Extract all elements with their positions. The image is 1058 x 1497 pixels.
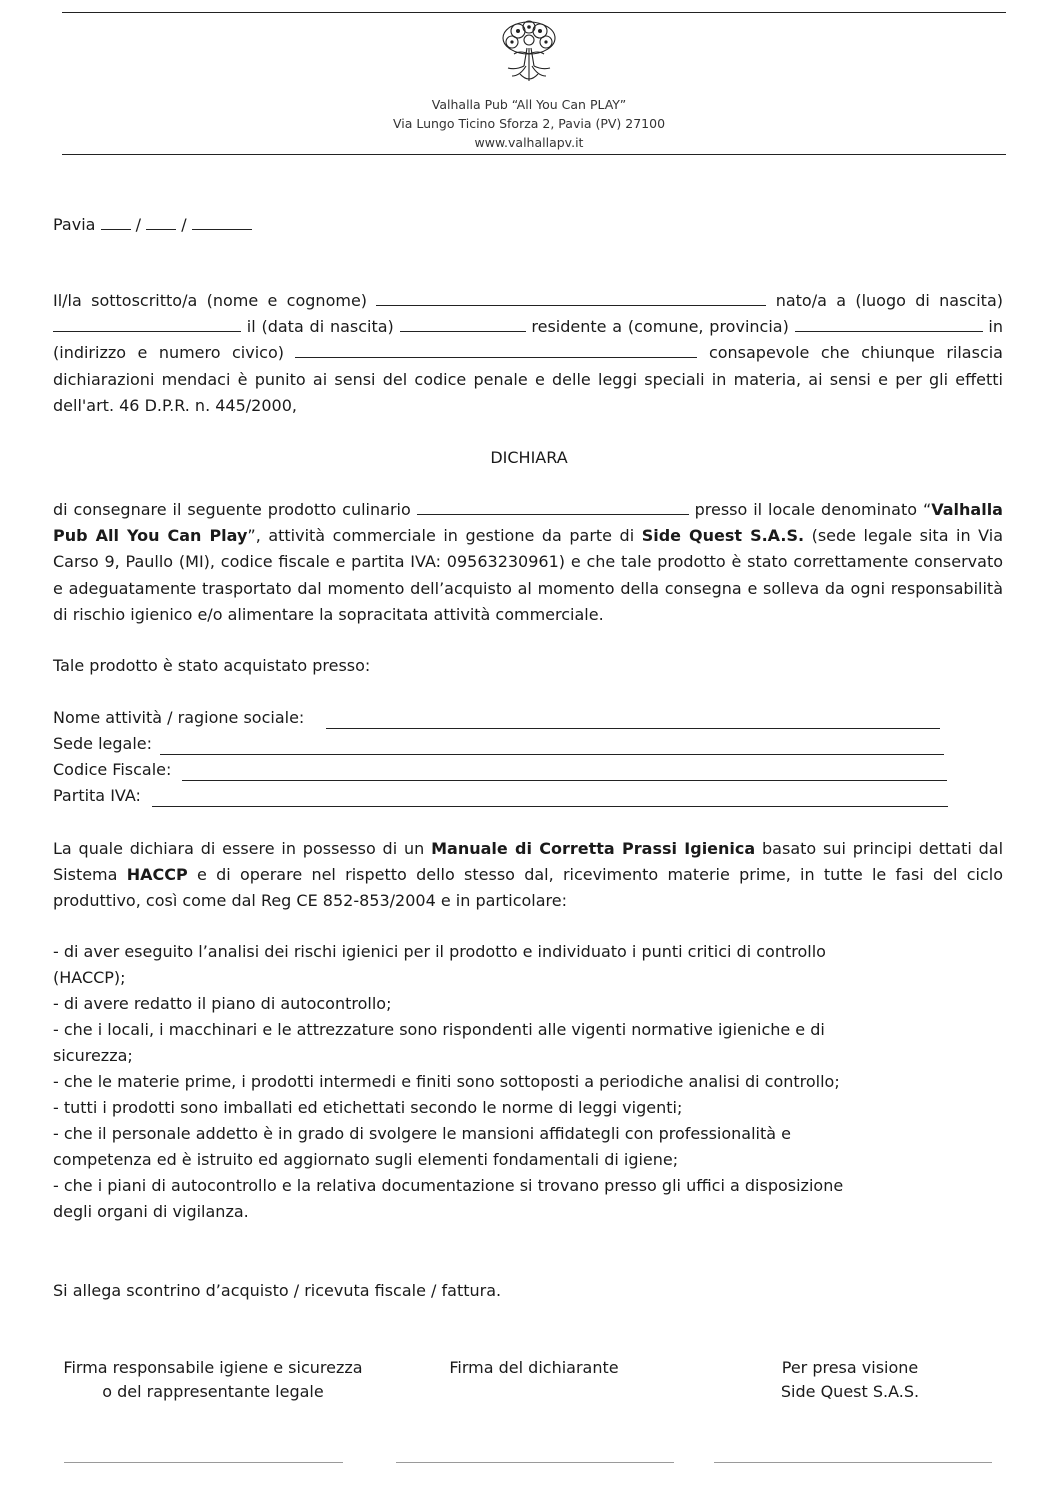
date-day-blank[interactable] bbox=[101, 213, 131, 230]
haccp-label: HACCP bbox=[126, 865, 188, 885]
list-item: - tutti i prodotti sono imballati ed etichettati secondo le norme di leggi vigenti; bbox=[53, 1098, 683, 1117]
list-item: sicurezza; bbox=[53, 1046, 133, 1065]
venue-name: Valhalla Pub All You Can Play bbox=[53, 500, 1003, 546]
supplier-paragraph: La quale dichiara di essere in possesso di un Manuale di Corretta Prassi Igienica basato sui principi dettati dal Sistema HACCP e di operare nel rispetto dello stesso dal, ricevimento materie prime, in tutte le fasi del ciclo produttivo, così come dal Reg CE 852-853/2004 e in particolare: bbox=[53, 839, 1004, 911]
field-label-vat-number: Partita IVA: bbox=[53, 786, 141, 805]
attachment-note: Si allega scontrino d’acquisto / ricevuta fiscale / fattura. bbox=[53, 1281, 502, 1300]
declaration-heading: DICHIARA bbox=[490, 448, 568, 467]
date-line: Pavia / / bbox=[53, 213, 252, 234]
fiscal-code-blank[interactable] bbox=[182, 780, 947, 781]
purchase-intro: Tale prodotto è stato acquistato presso: bbox=[53, 656, 371, 675]
list-item: - che i piani di autocontrollo e la relativa documentazione si trovano presso gli uffici a disposizione bbox=[53, 1176, 844, 1195]
list-item: - che il personale addetto è in grado di svolgere le mansioni affidategli con professionalità e bbox=[53, 1124, 792, 1143]
list-item: (HACCP); bbox=[53, 968, 126, 987]
registered-office-blank[interactable] bbox=[160, 754, 944, 755]
full-name-blank[interactable] bbox=[376, 289, 766, 306]
hygiene-manual-title: Manuale di Corretta Prassi Igienica bbox=[431, 839, 756, 858]
signature-line-hygiene-manager[interactable] bbox=[64, 1462, 343, 1463]
field-label-business-name: Nome attività / ragione sociale: bbox=[53, 708, 305, 727]
residence-blank[interactable] bbox=[795, 315, 983, 332]
list-item: - che le materie prime, i prodotti intermedi e finiti sono sottoposti a periodiche analisi di controllo; bbox=[53, 1072, 840, 1091]
list-item: competenza ed è istruito ed aggiornato sugli elementi fondamentali di igiene; bbox=[53, 1150, 679, 1169]
date-month-blank[interactable] bbox=[146, 213, 176, 230]
product-blank[interactable] bbox=[417, 498, 689, 515]
header-top-rule bbox=[62, 12, 1006, 13]
signature-label-declarant: Firma del dichiarante bbox=[449, 1358, 619, 1377]
header-website: www.valhallapv.it bbox=[474, 135, 584, 150]
tree-of-life-icon bbox=[498, 18, 560, 84]
declaration-paragraph: di consegnare il seguente prodotto culinario presso il locale denominato “Valhalla Pub All You Can Play”, attività commerciale in gestione da parte di Side Quest S.A.S. (sede legale sita in Via Carso 9, Paullo (MI), codice fiscale e partita IVA: 09563230961) e che tale prodotto è stato correttamente conservato e adeguatamente trasportato dal momento dell’acquisto al momento della consegna e solleva da ogni responsabilità di rischio igienico e/o alimentare la sopracitata attività commerciale. bbox=[53, 500, 1004, 624]
birthdate-blank[interactable] bbox=[400, 315, 526, 332]
street-address-blank[interactable] bbox=[295, 341, 697, 358]
intro-paragraph: Il/la sottoscritto/a (nome e cognome) nato/a a (luogo di nascita) il (data di nascita) residente a (comune, provincia) in (indirizzo e numero civico) consapevole che chiunque rilascia dichiarazioni mendaci è punito ai sensi del codice penale e delle leggi speciali in materia, ai sensi e per gli effetti dell'art. 46 D.P.R. n. 445/2000, bbox=[53, 291, 1004, 415]
signature-label-hygiene-manager: Firma responsabile igiene e sicurezza o del rappresentante legale bbox=[63, 1358, 363, 1401]
list-item: - di avere redatto il piano di autocontrollo; bbox=[53, 994, 392, 1013]
date-year-blank[interactable] bbox=[192, 213, 252, 230]
header-pub-name: Valhalla Pub “All You Can PLAY” bbox=[431, 97, 627, 112]
list-item: - che i locali, i macchinari e le attrezzature sono rispondenti alle vigenti normative igieniche e di bbox=[53, 1020, 825, 1039]
header-address: Via Lungo Ticino Sforza 2, Pavia (PV) 27100 bbox=[392, 116, 666, 131]
field-label-fiscal-code: Codice Fiscale: bbox=[53, 760, 172, 779]
company-name: Side Quest S.A.S. bbox=[641, 526, 805, 546]
birthplace-blank[interactable] bbox=[53, 315, 241, 332]
header-bottom-rule bbox=[62, 154, 1006, 155]
list-item: degli organi di vigilanza. bbox=[53, 1202, 249, 1221]
business-name-blank[interactable] bbox=[326, 728, 940, 729]
signature-label-acknowledgement: Per presa visione Side Quest S.A.S. bbox=[780, 1358, 920, 1401]
signature-line-acknowledgement[interactable] bbox=[714, 1462, 992, 1463]
signature-line-declarant[interactable] bbox=[396, 1462, 674, 1463]
list-item: - di aver eseguito l’analisi dei rischi igienici per il prodotto e individuato i punti critici di controllo bbox=[53, 942, 826, 961]
date-city: Pavia bbox=[53, 215, 96, 234]
vat-number-blank[interactable] bbox=[152, 806, 948, 807]
field-label-registered-office: Sede legale: bbox=[53, 734, 153, 753]
